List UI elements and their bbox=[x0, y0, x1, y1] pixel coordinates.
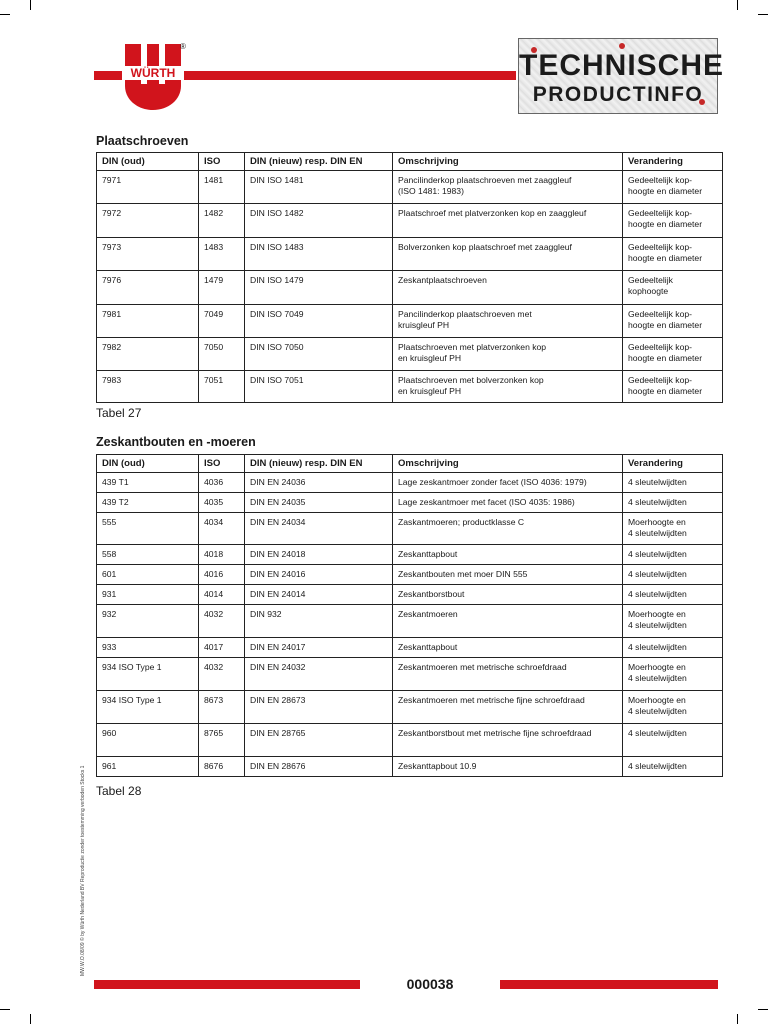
table-cell: DIN EN 24017 bbox=[245, 638, 393, 658]
table-cell: Gedeeltelijk kophoogte bbox=[623, 271, 723, 305]
table-row bbox=[97, 493, 723, 513]
table-cell: Zeskantborstbout met metrische fijne schroefdraad bbox=[393, 724, 623, 757]
crop-mark bbox=[737, 0, 738, 10]
table-row bbox=[97, 371, 723, 403]
table-cell: 558 bbox=[97, 545, 199, 565]
table-cell: 931 bbox=[97, 585, 199, 605]
table-cell: DIN 932 bbox=[245, 605, 393, 638]
table-cell: Gedeeltelijk kop- hoogte en diameter bbox=[623, 204, 723, 238]
table-row bbox=[97, 565, 723, 585]
table-cell: 7050 bbox=[199, 338, 245, 371]
table-cell: 4 sleutelwijdten bbox=[623, 585, 723, 605]
table-cell: 1479 bbox=[199, 271, 245, 305]
table-cell: Gedeeltelijk kop- hoogte en diameter bbox=[623, 338, 723, 371]
table-cell: 4032 bbox=[199, 605, 245, 638]
table-cell: 934 ISO Type 1 bbox=[97, 691, 199, 724]
table-row bbox=[97, 638, 723, 658]
table-cell: Zeskantmoeren bbox=[393, 605, 623, 638]
table-row bbox=[97, 691, 723, 724]
table-cell: DIN EN 28676 bbox=[245, 757, 393, 777]
table-cell: 7971 bbox=[97, 171, 199, 204]
table-cell: Zeskanttapbout bbox=[393, 638, 623, 658]
column-header: Omschrijving bbox=[393, 153, 623, 171]
table-cell: DIN ISO 1479 bbox=[245, 271, 393, 305]
table-cell: DIN EN 24018 bbox=[245, 545, 393, 565]
table-cell: Bolverzonken kop plaatschroef met zaaggleuf bbox=[393, 238, 623, 271]
crop-mark bbox=[0, 14, 10, 15]
table-row bbox=[97, 238, 723, 271]
section-title-plaatschroeven: Plaatschroeven bbox=[96, 134, 189, 148]
crop-mark bbox=[737, 1014, 738, 1024]
table-cell: 4034 bbox=[199, 513, 245, 545]
page-number: 000038 bbox=[406, 976, 454, 992]
table-cell: 439 T2 bbox=[97, 493, 199, 513]
table-cell: DIN EN 24032 bbox=[245, 658, 393, 691]
table-row bbox=[97, 724, 723, 757]
table-row bbox=[97, 545, 723, 565]
column-header: Verandering bbox=[623, 153, 723, 171]
table-cell: Plaatschroef met platverzonken kop en zaaggleuf bbox=[393, 204, 623, 238]
table-cell: Gedeeltelijk kop- hoogte en diameter bbox=[623, 238, 723, 271]
registered-mark: ® bbox=[180, 42, 186, 51]
table-cell: DIN EN 24034 bbox=[245, 513, 393, 545]
crop-mark bbox=[30, 0, 31, 10]
table-cell: 4 sleutelwijdten bbox=[623, 493, 723, 513]
table-cell: DIN ISO 7051 bbox=[245, 371, 393, 403]
table-cell: 8676 bbox=[199, 757, 245, 777]
table-cell: DIN ISO 7049 bbox=[245, 305, 393, 338]
table-cell: 4 sleutelwijdten bbox=[623, 757, 723, 777]
table-cell: 7983 bbox=[97, 371, 199, 403]
table-caption-27: Tabel 27 bbox=[96, 406, 142, 420]
table-cell: 7051 bbox=[199, 371, 245, 403]
table-cell: 8765 bbox=[199, 724, 245, 757]
crop-mark bbox=[758, 1009, 768, 1010]
table-cell: 1481 bbox=[199, 171, 245, 204]
table-cell: 4016 bbox=[199, 565, 245, 585]
table-cell: Gedeeltelijk kop- hoogte en diameter bbox=[623, 171, 723, 204]
table-cell: Moerhoogte en 4 sleutelwijdten bbox=[623, 513, 723, 545]
table-cell: Moerhoogte en 4 sleutelwijdten bbox=[623, 691, 723, 724]
table-row bbox=[97, 757, 723, 777]
table-cell: 601 bbox=[97, 565, 199, 585]
table-row bbox=[97, 338, 723, 371]
column-header: Omschrijving bbox=[393, 455, 623, 473]
table-cell: 439 T1 bbox=[97, 473, 199, 493]
table-cell: 555 bbox=[97, 513, 199, 545]
table-cell: Zeskantmoeren met metrische fijne schroefdraad bbox=[393, 691, 623, 724]
table-row bbox=[97, 473, 723, 493]
table-cell: Zeskantborstbout bbox=[393, 585, 623, 605]
table-cell: Gedeeltelijk kop- hoogte en diameter bbox=[623, 305, 723, 338]
table-cell: 7972 bbox=[97, 204, 199, 238]
table-cell: 7049 bbox=[199, 305, 245, 338]
table-cell: Moerhoogte en 4 sleutelwijdten bbox=[623, 658, 723, 691]
table-cell: Zeskantplaatschroeven bbox=[393, 271, 623, 305]
table-cell: 4 sleutelwijdten bbox=[623, 473, 723, 493]
table-cell: Pancilinderkop plaatschroeven met kruisgleuf PH bbox=[393, 305, 623, 338]
table-cell: 960 bbox=[97, 724, 199, 757]
table-row bbox=[97, 585, 723, 605]
column-header: DIN (oud) bbox=[97, 455, 199, 473]
table-plaatschroeven bbox=[96, 152, 723, 403]
table-cell: DIN EN 28673 bbox=[245, 691, 393, 724]
table-cell: 933 bbox=[97, 638, 199, 658]
wurth-logo bbox=[122, 42, 184, 112]
table-cell: 1483 bbox=[199, 238, 245, 271]
table-cell: DIN EN 24014 bbox=[245, 585, 393, 605]
table-cell: DIN EN 24016 bbox=[245, 565, 393, 585]
table-row bbox=[97, 658, 723, 691]
table-cell: Zaskantmoeren; productklasse C bbox=[393, 513, 623, 545]
table-cell: 4 sleutelwijdten bbox=[623, 724, 723, 757]
table-cell: 4 sleutelwijdten bbox=[623, 638, 723, 658]
column-header: ISO bbox=[199, 153, 245, 171]
table-cell: 7981 bbox=[97, 305, 199, 338]
badge-title-line1: TECHNISCHE bbox=[519, 49, 725, 82]
table-cell: 4 sleutelwijdten bbox=[623, 565, 723, 585]
table-row bbox=[97, 305, 723, 338]
table-cell: 8673 bbox=[199, 691, 245, 724]
column-header: Verandering bbox=[623, 455, 723, 473]
column-header: DIN (oud) bbox=[97, 153, 199, 171]
crop-mark bbox=[30, 1014, 31, 1024]
table-cell: Zeskanttapbout bbox=[393, 545, 623, 565]
table-cell: Gedeeltelijk kop- hoogte en diameter bbox=[623, 371, 723, 403]
table-cell: 1482 bbox=[199, 204, 245, 238]
table-cell: Lage zeskantmoer met facet (ISO 4035: 1986) bbox=[393, 493, 623, 513]
technische-productinfo-badge bbox=[518, 38, 725, 114]
table-cell: DIN ISO 1483 bbox=[245, 238, 393, 271]
table-caption-28: Tabel 28 bbox=[96, 784, 142, 798]
table-cell: 7973 bbox=[97, 238, 199, 271]
table-cell: Zeskantmoeren met metrische schroefdraad bbox=[393, 658, 623, 691]
footer-red-bar-left bbox=[94, 980, 360, 989]
table-cell: 7976 bbox=[97, 271, 199, 305]
table-cell: Zeskantbouten met moer DIN 555 bbox=[393, 565, 623, 585]
column-header: ISO bbox=[199, 455, 245, 473]
table-cell: DIN ISO 7050 bbox=[245, 338, 393, 371]
section-title-zeskantbouten: Zeskantbouten en -moeren bbox=[96, 435, 256, 449]
table-zeskantbouten bbox=[96, 454, 723, 777]
table-row bbox=[97, 513, 723, 545]
table-header-row bbox=[97, 455, 723, 473]
table-cell: Lage zeskantmoer zonder facet (ISO 4036: 1979) bbox=[393, 473, 623, 493]
table-cell: 4035 bbox=[199, 493, 245, 513]
table-row bbox=[97, 204, 723, 238]
copyright-side-text: MW.W.O.08/09 © by Würth Nederland BV Reproductie zonder toestemming verboden Stocks 1 bbox=[80, 765, 86, 976]
crop-mark bbox=[0, 1009, 10, 1010]
column-header: DIN (nieuw) resp. DIN EN bbox=[245, 153, 393, 171]
table-cell: Pancilinderkop plaatschroeven met zaaggleuf (ISO 1481: 1983) bbox=[393, 171, 623, 204]
table-cell: DIN ISO 1482 bbox=[245, 204, 393, 238]
table-cell: 4036 bbox=[199, 473, 245, 493]
table-cell: Zeskanttapbout 10.9 bbox=[393, 757, 623, 777]
logo-text: WÜRTH bbox=[130, 66, 176, 80]
crop-mark bbox=[758, 14, 768, 15]
table-header-row bbox=[97, 153, 723, 171]
table-row bbox=[97, 171, 723, 204]
table-cell: Plaatschroeven met platverzonken kop en kruisgleuf PH bbox=[393, 338, 623, 371]
table-cell: Plaatschroeven met bolverzonken kop en kruisgleuf PH bbox=[393, 371, 623, 403]
table-cell: 4032 bbox=[199, 658, 245, 691]
table-row bbox=[97, 605, 723, 638]
table-cell: DIN ISO 1481 bbox=[245, 171, 393, 204]
badge-title-line2: PRODUCTINFO bbox=[532, 83, 704, 106]
table-cell: DIN EN 28765 bbox=[245, 724, 393, 757]
table-cell: 7982 bbox=[97, 338, 199, 371]
table-row bbox=[97, 271, 723, 305]
table-cell: 4014 bbox=[199, 585, 245, 605]
table-cell: 932 bbox=[97, 605, 199, 638]
table-cell: 4017 bbox=[199, 638, 245, 658]
table-cell: DIN EN 24036 bbox=[245, 473, 393, 493]
table-cell: 4 sleutelwijdten bbox=[623, 545, 723, 565]
table-cell: 934 ISO Type 1 bbox=[97, 658, 199, 691]
table-cell: 961 bbox=[97, 757, 199, 777]
footer-red-bar-right bbox=[500, 980, 718, 989]
table-cell: Moerhoogte en 4 sleutelwijdten bbox=[623, 605, 723, 638]
column-header: DIN (nieuw) resp. DIN EN bbox=[245, 455, 393, 473]
table-cell: DIN EN 24035 bbox=[245, 493, 393, 513]
table-cell: 4018 bbox=[199, 545, 245, 565]
